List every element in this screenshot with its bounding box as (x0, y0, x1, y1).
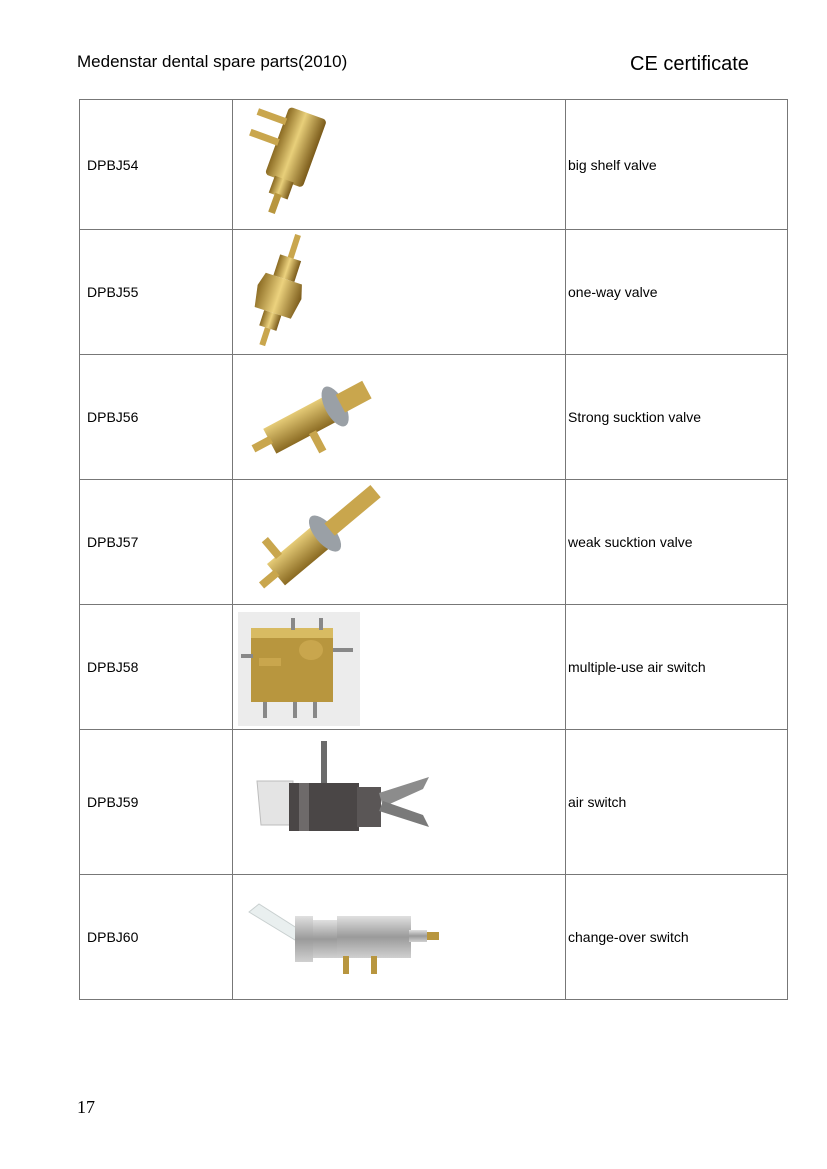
part-code: DPBJ59 (80, 730, 233, 875)
part-description: multiple-use air switch (566, 605, 788, 730)
table-row (80, 730, 788, 875)
table-row (80, 355, 788, 480)
part-image (233, 730, 566, 875)
certificate-label: CE certificate (630, 53, 749, 75)
parts-table (79, 99, 788, 1000)
part-code: DPBJ60 (80, 875, 233, 1000)
part-code: DPBJ54 (80, 100, 233, 230)
part-code: DPBJ57 (80, 480, 233, 605)
hex-valve-icon (233, 231, 565, 354)
part-image (233, 355, 566, 480)
part-code: DPBJ58 (80, 605, 233, 730)
part-image (233, 100, 566, 230)
part-image (233, 875, 566, 1000)
air-switch-block-icon (233, 606, 565, 729)
part-description: air switch (566, 730, 788, 875)
part-image (233, 230, 566, 355)
part-code: DPBJ55 (80, 230, 233, 355)
part-description: big shelf valve (566, 100, 788, 230)
part-image (233, 480, 566, 605)
air-switch-icon (233, 731, 565, 874)
part-description: change-over switch (566, 875, 788, 1000)
part-description: one-way valve (566, 230, 788, 355)
table-row (80, 100, 788, 230)
table-row (80, 605, 788, 730)
part-code: DPBJ56 (80, 355, 233, 480)
part-description: weak sucktion valve (566, 480, 788, 605)
table-row (80, 230, 788, 355)
part-image (233, 605, 566, 730)
suction-valve-icon (233, 356, 565, 479)
suction-valve-icon (233, 481, 565, 604)
table-row (80, 875, 788, 1000)
page-number: 17 (77, 1097, 95, 1117)
part-description: Strong sucktion valve (566, 355, 788, 480)
document-title: Medenstar dental spare parts(2010) (77, 52, 348, 71)
table-row (80, 480, 788, 605)
brass-valve-icon (233, 101, 565, 229)
toggle-switch-icon (233, 876, 565, 999)
